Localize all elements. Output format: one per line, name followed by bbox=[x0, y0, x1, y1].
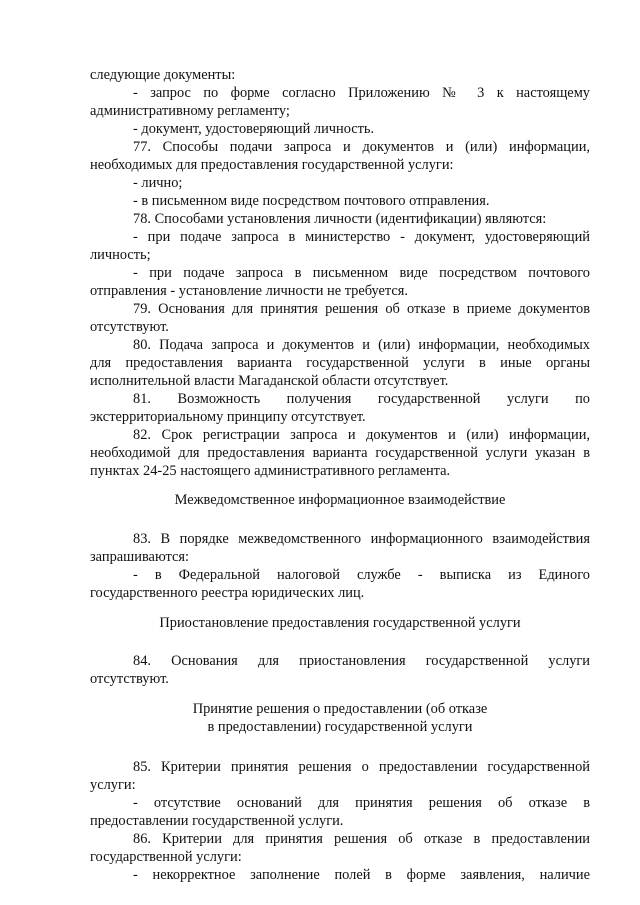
text-line: 85. Критерии принятия решения о предоставлении государственной bbox=[133, 759, 590, 775]
text-line: 79. Основания для принятия решения об отказе в приеме документов bbox=[133, 301, 590, 317]
section-heading: Межведомственное информационное взаимодействие bbox=[174, 492, 506, 508]
text-line: услуги: bbox=[90, 777, 136, 793]
text-line: 78. Способами установления личности (идентификации) являются: bbox=[133, 211, 547, 227]
text-line: - отсутствие оснований для принятия решения об отказе в bbox=[133, 795, 590, 811]
section-heading: Принятие решения о предоставлении (об отказе bbox=[192, 701, 488, 717]
text-line: административному регламенту; bbox=[90, 103, 290, 119]
text-line: 82. Срок регистрации запроса и документов и (или) информации, bbox=[133, 427, 590, 443]
text-line: запрашиваются: bbox=[90, 549, 189, 565]
text-line: предоставлении государственной услуги. bbox=[90, 813, 344, 829]
text-line: для предоставления варианта государственной услуги в иные органы bbox=[90, 355, 590, 371]
text-line: отсутствуют. bbox=[90, 319, 169, 335]
text-line: необходимых для предоставления государственной услуги: bbox=[90, 157, 454, 173]
text-line: необходимой для предоставления варианта государственной услуги указан в bbox=[90, 445, 590, 461]
text-line: экстерриториальному принципу отсутствует. bbox=[90, 409, 366, 425]
text-line: 80. Подача запроса и документов и (или) информации, необходимых bbox=[133, 337, 590, 353]
text-line: 84. Основания для приостановления государственной услуги bbox=[133, 653, 590, 669]
text-line: 86. Критерии для принятия решения об отказе в предоставлении bbox=[133, 831, 590, 847]
text-line: - запрос по форме согласно Приложению № 3 к настоящему bbox=[133, 85, 590, 101]
text-line: - при подаче запроса в министерство - документ, удостоверяющий bbox=[133, 229, 590, 245]
text-line: - некорректное заполнение полей в форме заявления, наличие bbox=[133, 867, 590, 883]
text-line: 83. В порядке межведомственного информационного взаимодействия bbox=[133, 531, 590, 547]
text-line: государственного реестра юридических лиц. bbox=[90, 585, 365, 601]
text-line: отправления - установление личности не требуется. bbox=[90, 283, 408, 299]
text-line: 81. Возможность получения государственной услуги по bbox=[133, 391, 590, 407]
text-line: - лично; bbox=[133, 175, 183, 191]
text-line: - документ, удостоверяющий личность. bbox=[133, 121, 375, 137]
text-line: отсутствуют. bbox=[90, 671, 169, 687]
text-line: - в Федеральной налоговой службе - выписка из Единого bbox=[133, 567, 590, 583]
text-line: личность; bbox=[90, 247, 151, 263]
text-line: - при подаче запроса в письменном виде посредством почтового bbox=[133, 265, 590, 281]
section-heading: в предоставлении) государственной услуги bbox=[207, 719, 473, 735]
text-line: - в письменном виде посредством почтового отправления. bbox=[133, 193, 490, 209]
section-heading: Приостановление предоставления государственной услуги bbox=[159, 615, 521, 631]
text-line: 77. Способы подачи запроса и документов и (или) информации, bbox=[133, 139, 590, 155]
text-line: следующие документы: bbox=[90, 67, 236, 83]
text-line: исполнительной власти Магаданской области отсутствует. bbox=[90, 373, 449, 389]
text-line: государственной услуги: bbox=[90, 849, 242, 865]
text-line: пунктах 24-25 настоящего административного регламента. bbox=[90, 463, 451, 479]
